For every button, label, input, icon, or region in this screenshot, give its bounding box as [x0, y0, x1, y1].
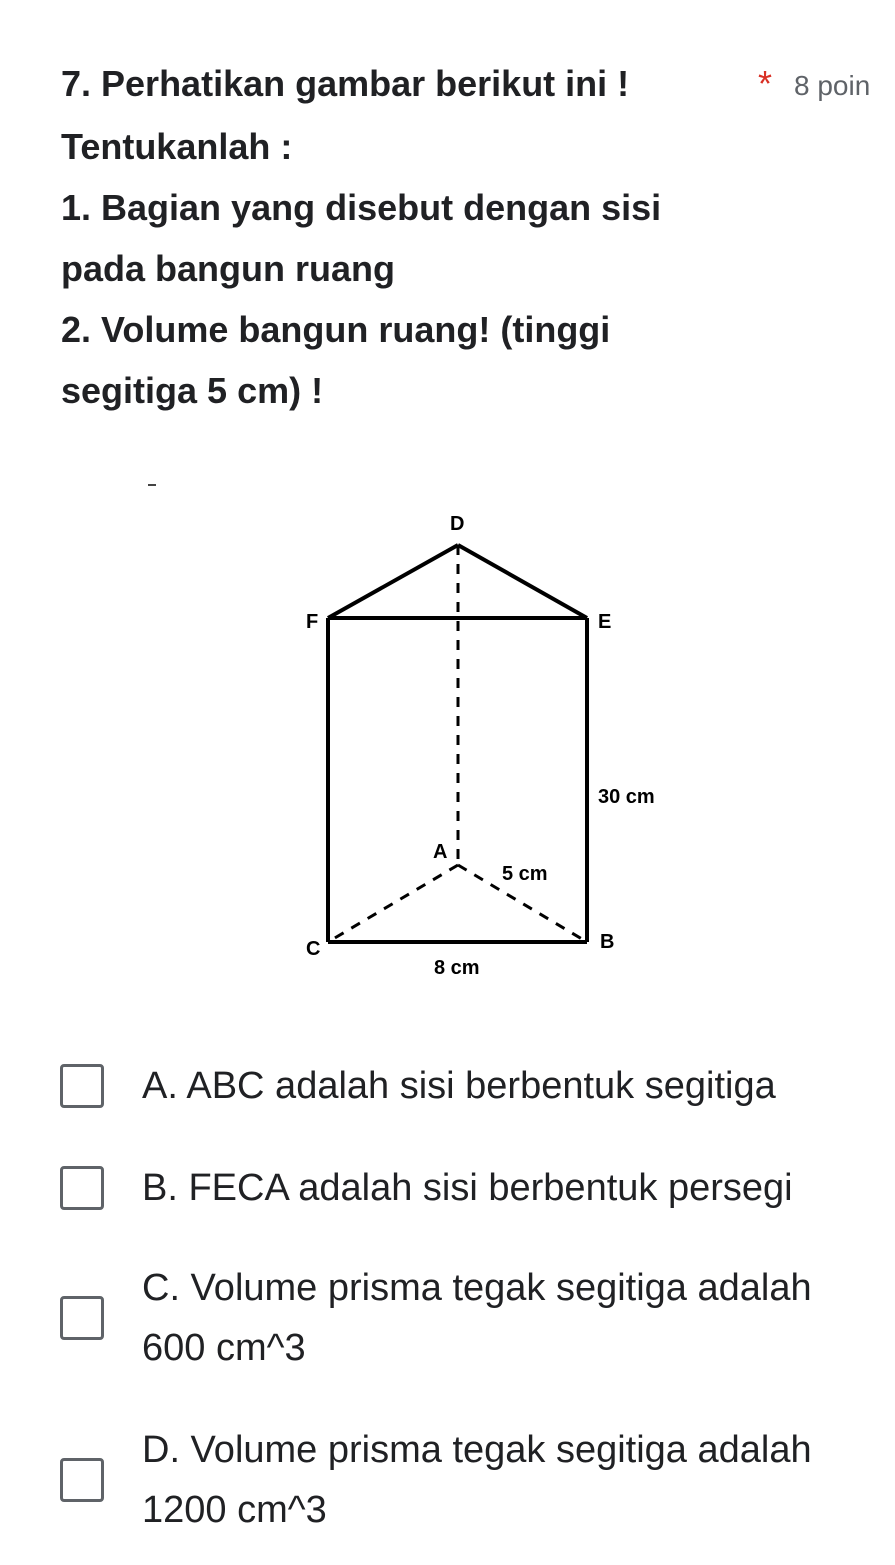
option-c[interactable]	[60, 1258, 880, 1378]
vertex-label-E: E	[598, 611, 612, 633]
question-line: pada bangun ruang	[61, 248, 396, 289]
points-label: 8 poin	[794, 70, 871, 101]
triangle-height-label: 5 cm	[502, 863, 548, 885]
checkbox-option-a[interactable]	[60, 1064, 104, 1108]
vertex-label-C: C	[306, 938, 321, 960]
required-star: *	[758, 63, 773, 104]
checkbox-option-b[interactable]	[60, 1166, 104, 1210]
option-b[interactable]	[60, 1158, 880, 1218]
vertex-label-D: D	[450, 513, 465, 535]
question-line: segitiga 5 cm) !	[61, 370, 324, 411]
edge-DE	[458, 545, 587, 618]
option-d-label[interactable]: D. Volume prisma tegak segitiga adalah 1200 cm^3	[142, 1429, 812, 1531]
option-a[interactable]	[60, 1056, 880, 1116]
vertex-label-F: F	[306, 611, 319, 633]
prism-figure	[120, 470, 720, 1010]
question-line: Tentukanlah :	[61, 126, 293, 167]
option-c-label[interactable]: C. Volume prisma tegak segitiga adalah 600 cm^3	[142, 1267, 812, 1369]
prism-diagram	[120, 470, 720, 1010]
option-b-label[interactable]: B. FECA adalah sisi berbentuk persegi	[142, 1167, 793, 1209]
question-body	[61, 116, 701, 421]
question-line: 2. Volume bangun ruang! (tinggi	[61, 309, 611, 350]
edge-AC-hidden	[328, 865, 458, 942]
vertex-label-A: A	[433, 841, 448, 863]
height-label: 30 cm	[598, 786, 655, 808]
option-d[interactable]	[60, 1420, 880, 1540]
base-label: 8 cm	[434, 957, 480, 979]
checkbox-option-d[interactable]	[60, 1458, 104, 1502]
question-line: 1. Bagian yang disebut dengan sisi	[61, 187, 662, 228]
edge-FD	[328, 545, 458, 618]
vertex-label-B: B	[600, 931, 615, 953]
question-title: 7. Perhatikan gambar berikut ini !	[61, 63, 630, 104]
option-a-label[interactable]: A. ABC adalah sisi berbentuk segitiga	[142, 1065, 776, 1107]
checkbox-option-c[interactable]	[60, 1296, 104, 1340]
